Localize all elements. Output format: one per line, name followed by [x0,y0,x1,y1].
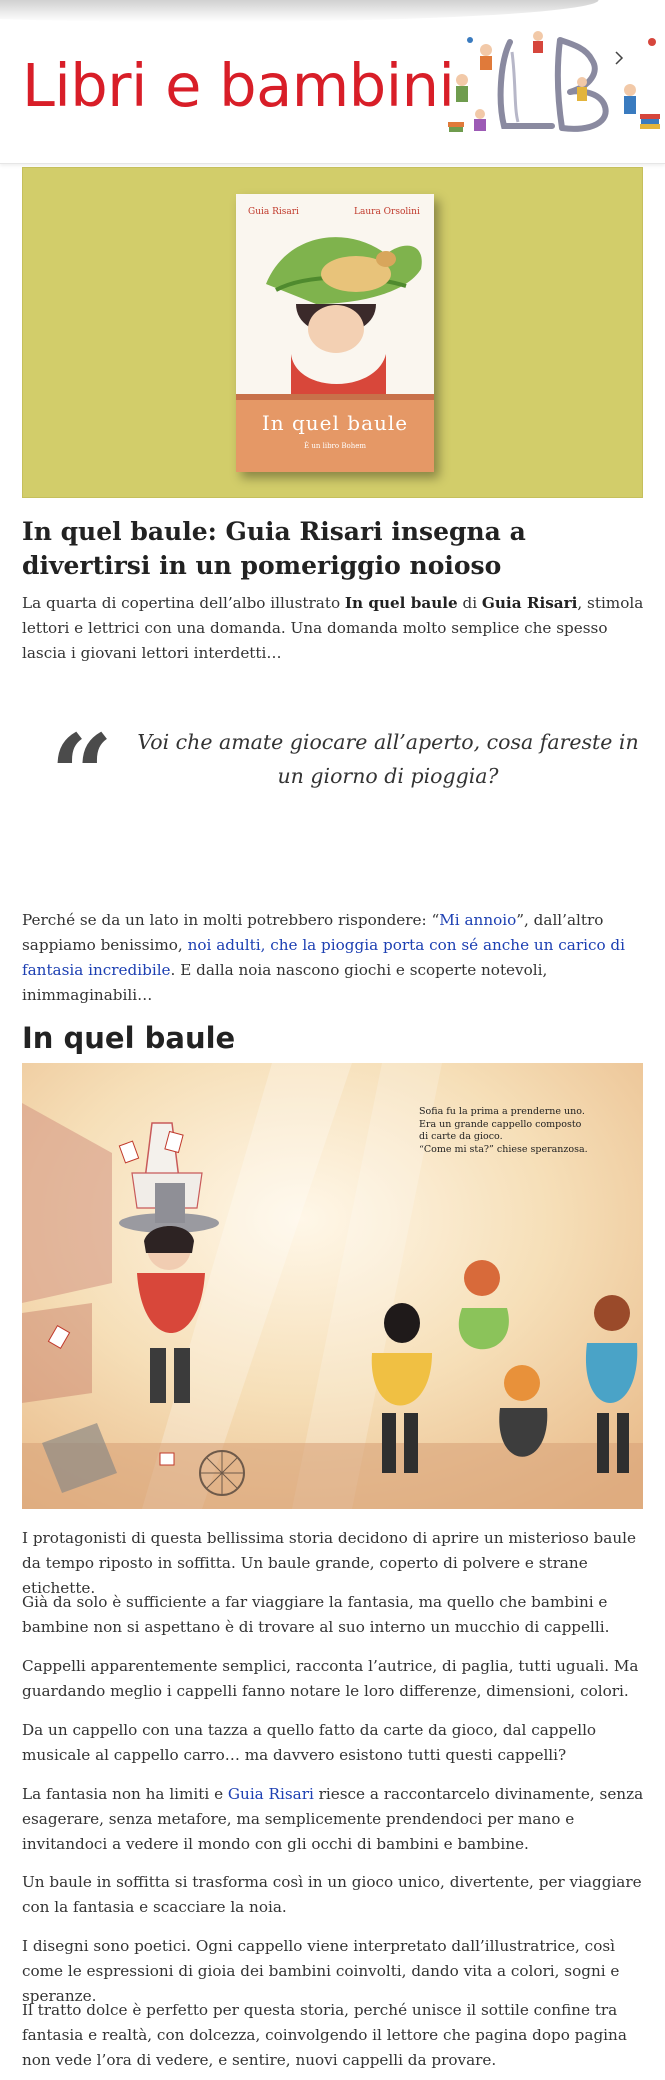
paragraph-4: Già da solo è sufficiente a far viaggiare la fantasia, ma quello che bambini e bambine non si aspettano è di trovare al suo interno un mucchio di cappelli. [22,1593,610,1636]
paragraph-7 [22,1782,647,1857]
intro-text: di [457,594,482,612]
paragraph-2 [22,908,647,1008]
site-logo-illustration[interactable] [440,22,665,142]
link-guia-risari[interactable]: Guia Risari [227,1785,314,1803]
cover-author-right: Laura Orsolini [354,207,420,217]
paragraph-3: I protagonisti di questa bellissima storia decidono di aprire un misterioso baule da tempo riposto in soffitta. Un baule grande, coperto di polvere e strane etichette. [22,1529,636,1597]
pull-quote: Voi che amate giocare all’aperto, cosa fareste in un giorno di pioggia? [137,730,639,788]
link-mi-annoio[interactable]: Mi annoio [439,911,517,929]
site-header [0,0,665,164]
intro-author: Guia Risari [481,594,578,612]
paragraph-8: Un baule in soffitta si trasforma così in un gioco unico, divertente, per viaggiare con la fantasia e scacciare la noia. [22,1873,642,1916]
p2-text: ”, dall’altro sappiamo benissimo, [22,911,604,954]
intro-paragraph [22,591,647,666]
quote-mark-icon: “ [50,710,114,839]
paragraph-5: Cappelli apparentemente semplici, racconta l’autrice, di paglia, tutti uguali. Ma guardando meglio i cappelli fanno notare le loro differenze, dimensioni, colori. [22,1657,639,1700]
header-shade [0,0,665,22]
cover-subtitle: È un libro Bohem [304,442,366,450]
illustration-caption [419,1106,619,1156]
link-pioggia-fantasia[interactable]: noi adulti, che la pioggia porta con sé anche un carico di fantasia incredibile [22,936,626,979]
caption-line: Era un grande cappello composto [419,1118,582,1130]
book-cover[interactable] [236,194,434,472]
caption-line: di carte da gioco. [419,1131,503,1142]
p2-text: Perché se da un lato in molti potrebbero rispondere: “ [22,911,440,929]
book-illustration[interactable] [22,1063,643,1509]
caption-line: Sofia fu la prima a prenderne uno. [419,1106,585,1117]
paragraph-10: Il tratto dolce è perfetto per questa storia, perché unisce il sottile confine tra fantasia e realtà, con dolcezza, coinvolgendo il lettore che pagina dopo pagina non vede l’ora di vedere, e sentire, nuovi cappelli da provare. [22,2001,627,2069]
intro-text: , stimola lettori e lettrici con una domanda. Una domanda molto semplice che spesso lascia i giovani lettori interdetti… [22,594,644,662]
p7-text: La fantasia non ha limiti e [22,1785,228,1803]
cover-title: In quel baule [261,411,409,435]
intro-text: La quarta di copertina dell’albo illustrato [22,594,345,612]
paragraph-9: I disegni sono poetici. Ogni cappello viene interpretato dall’illustratrice, così come le espressioni di gioia dei bambini coinvolti, dando vita a colori, sogni e speranze. [22,1937,620,2005]
hero-image[interactable] [22,167,643,498]
cover-author-left: Guia Risari [248,207,299,217]
caption-line: “Come mi sta?” chiese speranzosa. [419,1143,588,1155]
p2-text: . E dalla noia nascono giochi e scoperte notevoli, inimmaginabili… [22,961,548,1004]
paragraph-6: Da un cappello con una tazza a quello fatto da carte da gioco, dal cappello musicale al cappello carro… ma davvero esistono tutti questi cappelli? [22,1721,597,1764]
p7-text: riesce a raccontarcelo divinamente, senza esagerare, senza metafore, ma semplicemente prendendoci per mano e invitandoci a vedere il mondo con gli occhi di bambini e bambine. [22,1785,644,1853]
article-title: In quel baule: Guia Risari insegna a divertirsi in un pomeriggio noioso [22,517,526,580]
section-heading: In quel baule [22,1021,236,1055]
intro-book-title: In quel baule [344,594,458,612]
site-title[interactable]: Libri e bambini [22,51,455,120]
